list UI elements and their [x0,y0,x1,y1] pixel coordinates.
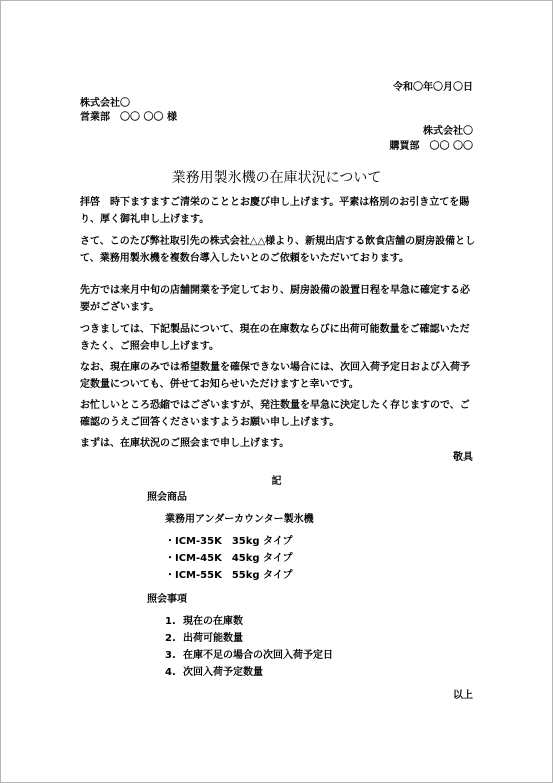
recipient-company: 株式会社〇 [80,98,130,109]
inquiry-item-text: 在庫不足の場合の次回入荷予定日 [183,650,333,661]
product-variant: ・ICM-55K 55kg タイプ [165,570,293,581]
body-paragraph: お忙しいところ恐縮ではございますが、発注数量を早急に決定したく存じますので、ご確認のうえご回答くださいますようお願い申し上げます。 [80,400,470,428]
recipient-person: 営業部 〇〇 〇〇 様 [80,112,177,123]
product-variant: ・ICM-45K 45kg タイプ [165,553,293,564]
inquiry-item-list [165,613,333,681]
inquiry-item-number: 2. [165,633,176,644]
inquiry-item [165,613,333,630]
inquiry-item-number: 4. [165,667,176,678]
closing-ijo: 以上 [453,690,473,701]
product-heading: 照会商品 [147,492,187,503]
inquiry-item-text: 現在の在庫数 [183,616,243,627]
body-paragraph: つきましては、下記製品について、現在の在庫数ならびに出荷可能数量をご確認いただきたく、ご照会申し上げます。 [80,324,470,352]
inquiry-item-text: 出荷可能数量 [183,633,243,644]
body-paragraph: さて、このたび弊社取引先の株式会社△△様より、新規出店する飲食店舗の厨房設備として、業務用製氷機を複数台導入したいとのご依頼をいただいております。 [80,236,476,264]
inquiry-item [165,630,333,647]
product-variant-list [165,533,293,584]
closing-keigu: 敬具 [453,452,473,463]
inquiry-item [165,664,333,681]
body-paragraph: まずは、在庫状況のご照会まで申し上げます。 [80,438,290,449]
sender-company: 株式会社〇 [423,126,473,137]
inquiry-item-number: 1. [165,616,176,627]
product-variant: ・ICM-35K 35kg タイプ [165,536,293,547]
inquiry-item-number: 3. [165,650,176,661]
document-date: 令和〇年〇月〇日 [393,82,473,93]
notes-heading-ki: 記 [271,476,282,487]
body-paragraph: 先方では来月中旬の店舗開業を予定しており、厨房設備の設置日程を早急に確定する必要がございます。 [80,285,470,313]
product-name: 業務用アンダーカウンター製氷機 [165,514,314,525]
inquiry-item [165,647,333,664]
body-paragraph: 拝啓 時下ますますご清栄のこととお慶び申し上げます。平素は格別のお引き立てを賜り、厚く御礼申し上げます。 [80,197,470,225]
inquiry-item-text: 次回入荷予定数量 [183,667,263,678]
document-title: 業務用製氷機の在庫状況について [171,170,382,186]
sender-person: 購買部 〇〇 〇〇 [389,141,473,152]
inquiry-heading: 照会事項 [147,594,187,605]
body-paragraph: なお、現在庫のみでは希望数量を確保できない場合には、次回入荷予定日および入荷予定数量についても、併せてお知らせいただけますと幸いです。 [80,362,470,390]
